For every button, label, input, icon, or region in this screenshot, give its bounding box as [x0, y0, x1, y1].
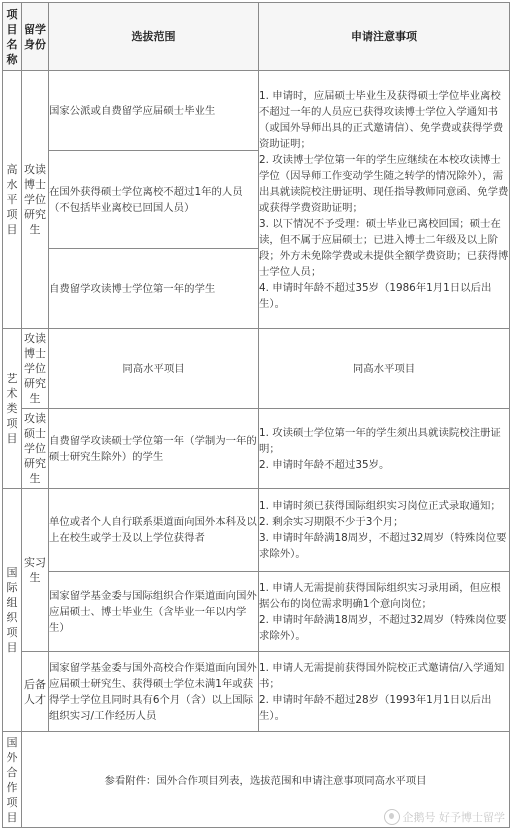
- identity-reserve: 后备人才: [22, 652, 49, 732]
- header-scope: 选拔范围: [49, 3, 259, 71]
- note-line: 3. 申请时年龄满18周岁，不超过32周岁（特殊岗位要求除外）。: [259, 532, 507, 560]
- scope-cell: 单位或者个人自行联系渠道面向国外本科及以上在校生或学士及以上学位获得者: [49, 489, 259, 572]
- identity-phd: 攻读博士学位研究生: [22, 329, 49, 409]
- coop-description: 参看附件：国外合作项目列表，选拔范围和申请注意事项同高水平项目: [22, 732, 510, 828]
- scope-cell: 自费留学攻读博士学位第一年的学生: [49, 249, 259, 329]
- project-name-high-level: 高水平项目: [3, 71, 22, 329]
- table-row: [3, 409, 510, 489]
- header-identity: 留学身份: [22, 3, 49, 71]
- header-project-name: 项目名称: [3, 3, 22, 71]
- scope-cell: 国家公派或自费留学应届硕士毕业生: [49, 71, 259, 151]
- note-line: 3. 以下情况不予受理：硕士毕业已离校回国；硕士在读，但不属于应届硕士；已进入博士二年级及以上阶段；外方未免除学费或未提供全额学费资助；已获得博士学位人员；: [259, 217, 509, 278]
- scope-cell: 自费留学攻读硕士学位第一年（学制为一年的硕士研究生除外）的学生: [49, 409, 259, 489]
- notes-cell: [259, 489, 510, 572]
- note-line: 2. 申请时年龄满18周岁，不超过32周岁（特殊岗位要求除外）。: [259, 613, 507, 642]
- notes-cell: 同高水平项目: [259, 329, 510, 409]
- note-line: 1. 申请时，应届硕士毕业生及获得硕士学位毕业离校不超过一年的人员应已获得攻读博士学位入学通知书（或国外导师出具的正式邀请信）、免学费或获得学费资助证明；: [259, 89, 504, 150]
- header-row: [3, 3, 510, 71]
- penguin-icon: [384, 809, 400, 825]
- note-line: 2. 剩余实习期限不少于3个月；: [259, 516, 404, 528]
- table-row: [3, 652, 510, 732]
- note-line: 2. 申请时年龄不超过28岁（1993年1月1日以后出生）。: [259, 693, 492, 722]
- scope-cell: 同高水平项目: [49, 329, 259, 409]
- scope-cell: 在国外获得硕士学位离校不超过1年的人员（不包括毕业离校已回国人员）: [49, 151, 259, 249]
- scope-cell: 国家留学基金委与国际组织合作渠道面向国外应届硕士、博士毕业生（含毕业一年以内学生）: [49, 572, 259, 652]
- identity-intern: 实习生: [22, 489, 49, 652]
- notes-cell: [259, 572, 510, 652]
- notes-cell: [259, 652, 510, 732]
- note-line: 4. 申请时年龄不超过35岁（1986年1月1日以后出生）。: [259, 281, 492, 310]
- identity-master: 攻读硕士学位研究生: [22, 409, 49, 489]
- note-line: 2. 攻读博士学位第一年的学生应继续在本校攻读博士学位（因导师工作变动学生随之转学的情况除外），需出具就读院校注册证明、现任指导教师同意函、免学费或获得学费资助证明；: [259, 153, 509, 214]
- note-line: 1. 申请时须已获得国际组织实习岗位正式录取通知；: [259, 500, 501, 512]
- scope-cell: 国家留学基金委与国外高校合作渠道面向国外应届硕士研究生、获得硕士学位未满1年或获得学士学位且同时具有6个月（含）以上国际组织实习/工作经历人员: [49, 652, 259, 732]
- note-line: 1. 申请人无需提前获得国际组织实习录用函，但应根据公布的岗位需求明确1个意向岗位；: [259, 581, 501, 610]
- table-row: [3, 71, 510, 151]
- project-name-coop: 国外合作项目: [3, 732, 22, 828]
- note-line: 1. 申请人无需提前获得国外院校正式邀请信/入学通知书；: [259, 661, 505, 690]
- table-row: [3, 572, 510, 652]
- notes-cell: [259, 409, 510, 489]
- notes-cell: [259, 71, 510, 329]
- identity-phd: 攻读博士学位研究生: [22, 71, 49, 329]
- header-notes: 申请注意事项: [259, 3, 510, 71]
- table-row: [3, 329, 510, 409]
- watermark-text: 企鹅号 好予博士留学: [402, 811, 505, 824]
- program-table: [2, 2, 510, 828]
- project-name-intl: 国际组织项目: [3, 489, 22, 732]
- table-row: [3, 489, 510, 572]
- note-line: 1. 攻读硕士学位第一年的学生须出具就读院校注册证明；: [259, 426, 501, 455]
- note-line: 2. 申请时年龄不超过35岁。: [259, 458, 390, 471]
- project-name-art: 艺术类项目: [3, 329, 22, 489]
- watermark: [384, 809, 506, 825]
